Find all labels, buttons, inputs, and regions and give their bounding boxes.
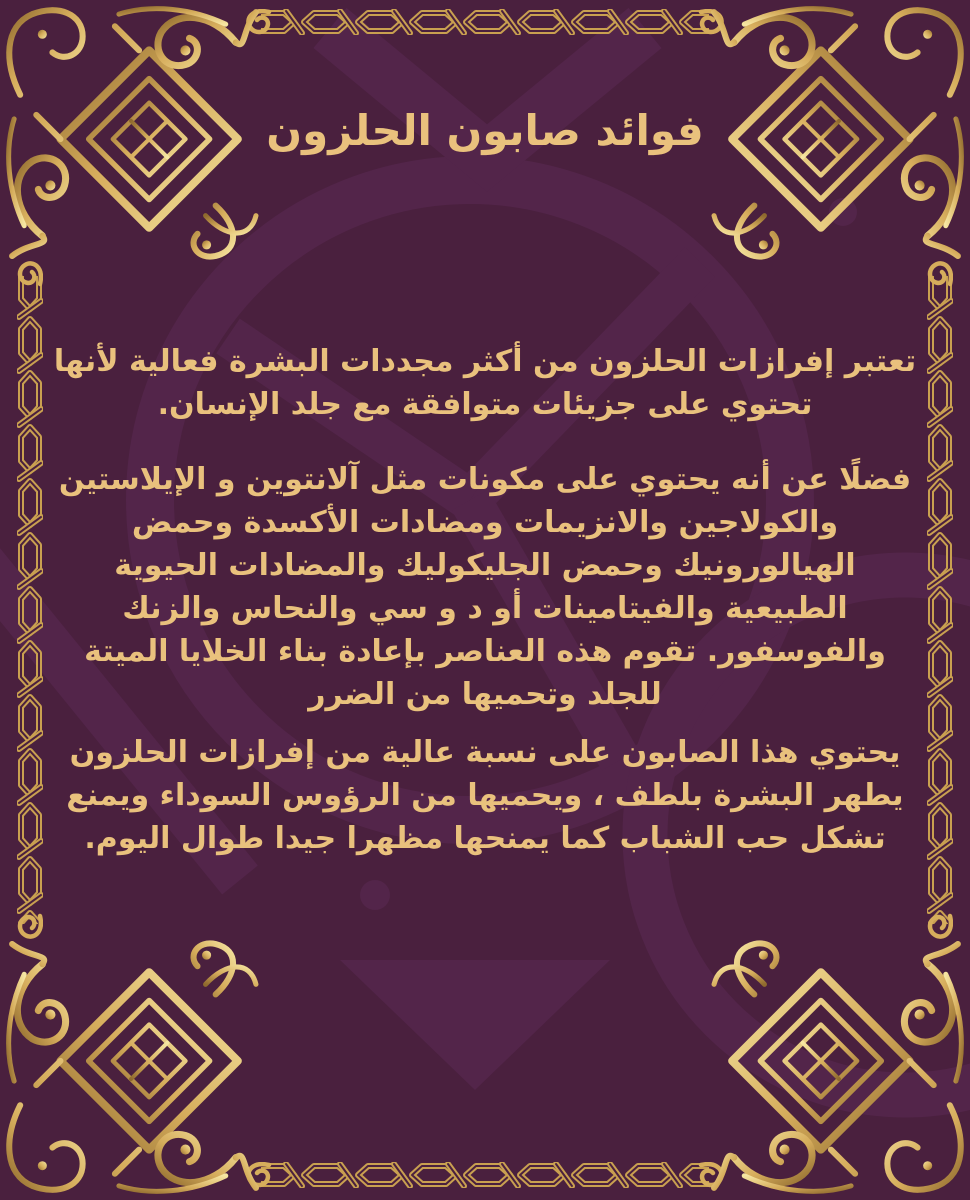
page-title: فوائد صابون الحلزون — [266, 106, 704, 156]
text-line: للجلد وتحميها من الضرر — [308, 677, 662, 712]
text-line: الطبيعية والفيتامينات أو د و سي والنحاس والزنك — [122, 591, 848, 626]
paragraph-ingredients — [35, 458, 935, 716]
paragraph-benefits — [35, 731, 935, 860]
text-line: تحتوي على جزيئات متوافقة مع جلد الإنسان. — [157, 387, 813, 422]
text-line: والكولاجين والانزيمات ومضادات الأكسدة وحمض — [131, 505, 839, 540]
text-line: الهيالورونيك وحمض الجليكوليك والمضادات الحيوية — [114, 548, 856, 583]
text-line: يحتوي هذا الصابون على نسبة عالية من إفرازات الحلزون — [69, 735, 901, 770]
text-line: تشكل حب الشباب كما يمنحها مظهرا جيدا طوال اليوم. — [84, 821, 886, 856]
text-line: والفوسفور. تقوم هذه العناصر بإعادة بناء الخلايا الميتة — [84, 634, 886, 669]
text-line: فضلًا عن أنه يحتوي على مكونات مثل آلانتوين و الإيلاستين — [58, 462, 912, 497]
text-line: تعتبر إفرازات الحلزون من أكثر مجددات البشرة فعالية لأنها — [53, 344, 917, 379]
paragraph-intro — [35, 340, 935, 426]
text-line: يطهر البشرة بلطف ، ويحميها من الرؤوس السوداء ويمنع — [66, 778, 904, 813]
